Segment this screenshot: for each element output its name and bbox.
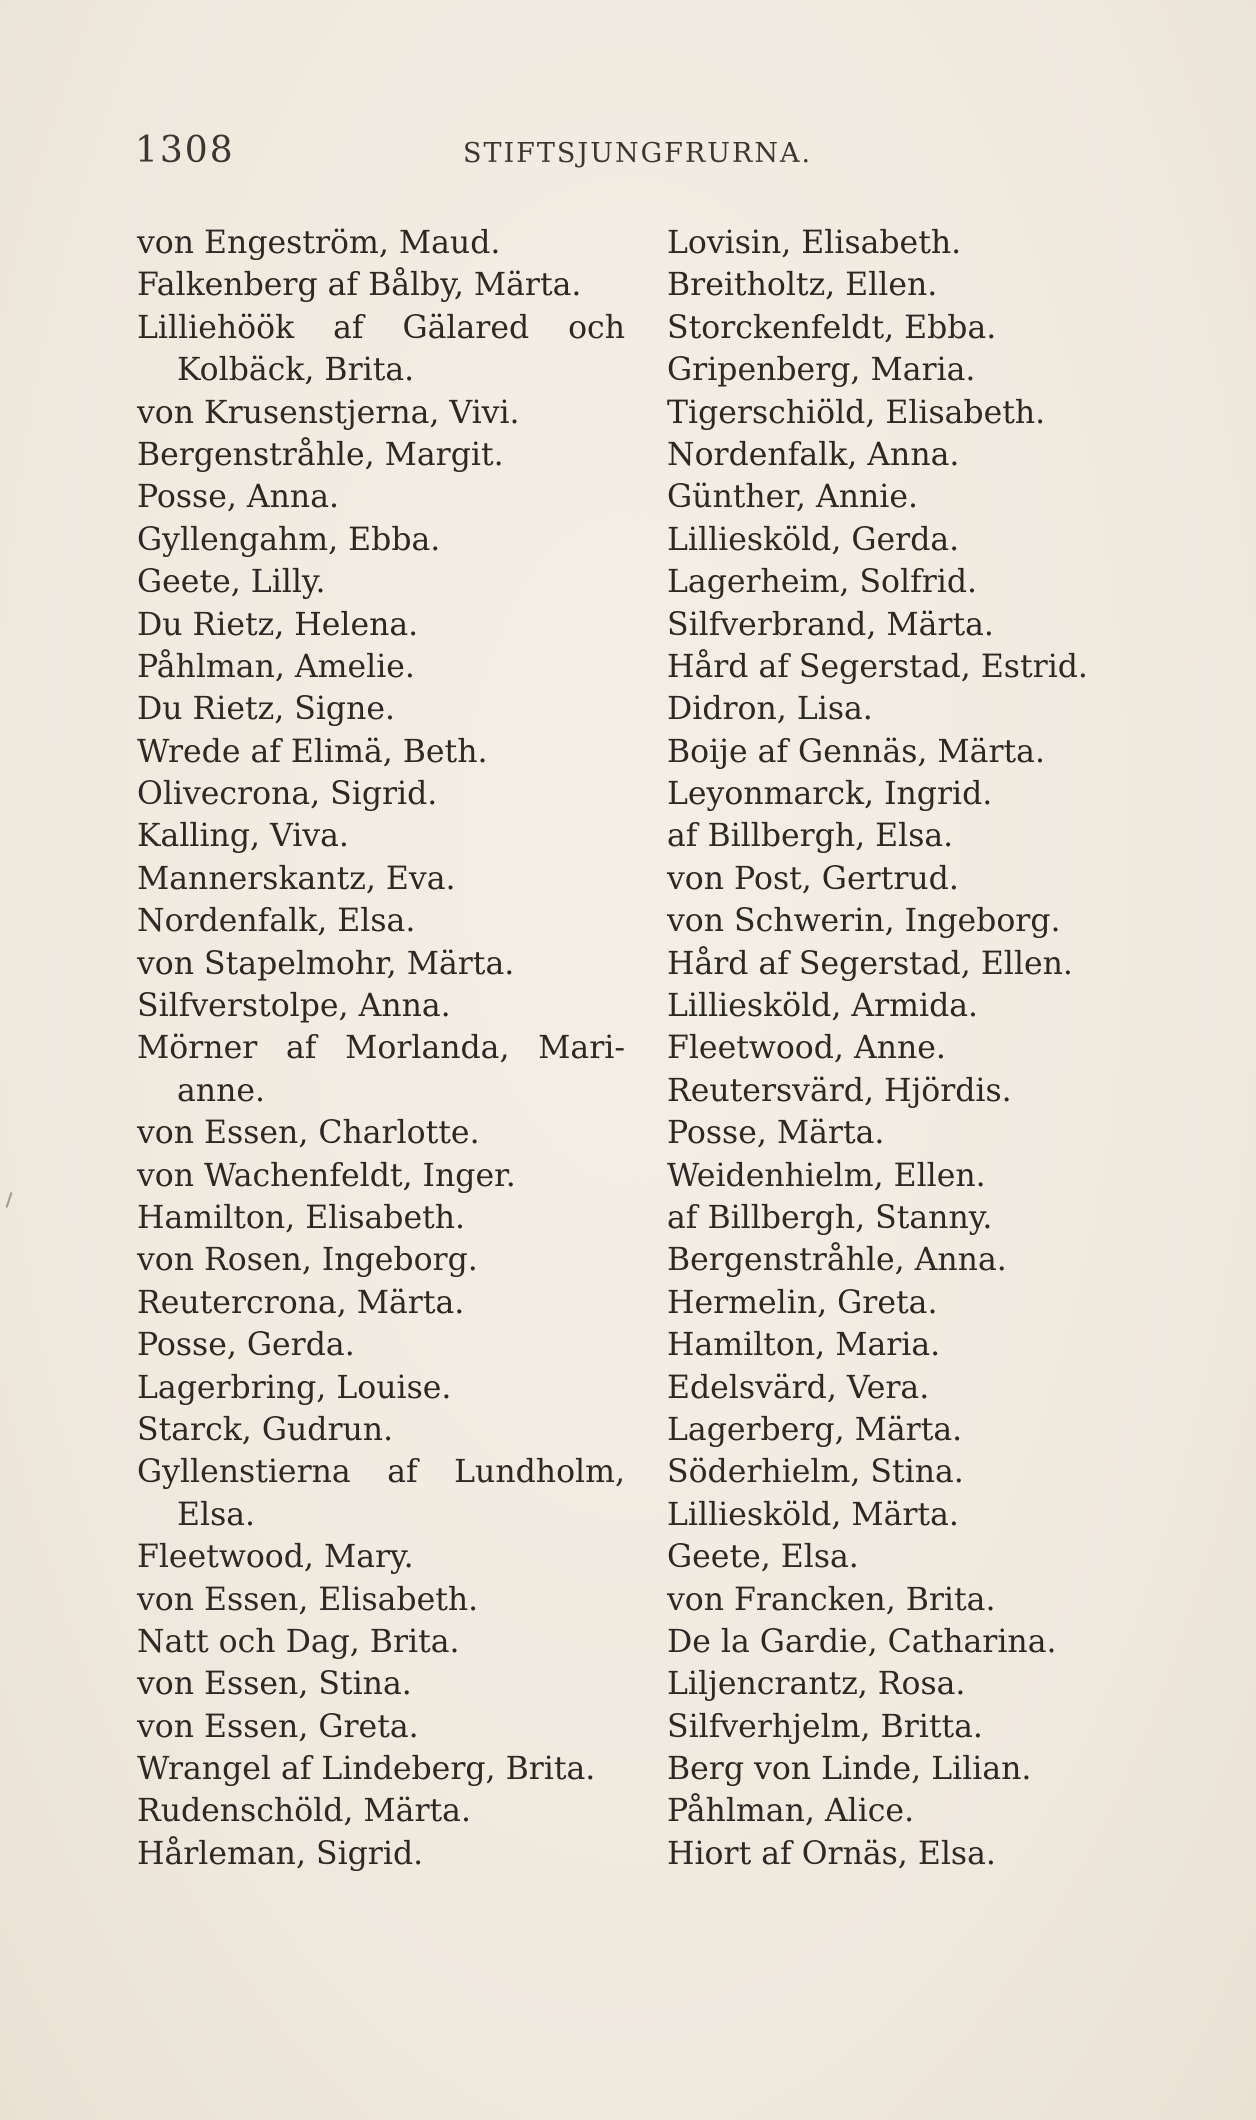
- list-item: Hermelin, Greta.: [667, 1284, 938, 1321]
- list-item: Hamilton, Elisabeth.: [137, 1199, 466, 1236]
- list-item: Lagerberg, Märta.: [667, 1411, 963, 1448]
- list-item: Mannerskantz, Eva.: [137, 860, 456, 897]
- list-item: Gyllengahm, Ebba.: [137, 521, 441, 558]
- list-item: De la Gardie, Catharina.: [667, 1623, 1057, 1660]
- list-item: Hård af Segerstad, Ellen.: [667, 945, 1073, 982]
- list-item: Mörner af Morlanda, Mari-: [137, 1030, 625, 1067]
- list-item: Günther, Annie.: [667, 479, 919, 516]
- list-item: von Essen, Charlotte.: [137, 1115, 480, 1152]
- list-item: Kolbäck, Brita.: [177, 352, 415, 389]
- list-item: Bergenstråhle, Anna.: [667, 1242, 1007, 1279]
- list-item: von Krusenstjerna, Vivi.: [137, 394, 520, 431]
- list-item: Fleetwood, Anne.: [667, 1030, 946, 1067]
- page-number: 1308: [135, 130, 235, 171]
- list-item: Lagerheim, Solfrid.: [667, 564, 978, 601]
- list-item: Gripenberg, Maria.: [667, 352, 976, 389]
- list-item: von Stapelmohr, Märta.: [137, 945, 515, 982]
- list-item: Gyllenstierna af Lundholm,: [137, 1454, 625, 1491]
- list-item: Hamilton, Maria.: [667, 1327, 941, 1364]
- list-item: Lovisin, Elisabeth.: [667, 225, 962, 261]
- list-item: Påhlman, Amelie.: [137, 648, 415, 685]
- list-item: Geete, Lilly.: [137, 564, 326, 601]
- running-head: STIFTSJUNGFRURNA.: [463, 138, 813, 169]
- list-item: Wrede af Elimä, Beth.: [137, 733, 488, 770]
- list-item: Breitholtz, Ellen.: [667, 267, 938, 304]
- list-item: af Billbergh, Elsa.: [667, 818, 954, 855]
- list-item: Silfverbrand, Märta.: [667, 606, 994, 643]
- list-item: von Schwerin, Ingeborg.: [667, 903, 1061, 940]
- list-item: Lilliehöök af Gälared och: [137, 309, 625, 346]
- list-item: Posse, Märta.: [667, 1115, 885, 1152]
- list-item: Didron, Lisa.: [667, 691, 873, 728]
- page-header: [135, 130, 1135, 180]
- list-item: af Billbergh, Stanny.: [667, 1199, 993, 1236]
- list-item: von Essen, Elisabeth.: [137, 1581, 479, 1618]
- list-item: Tigerschiöld, Elisabeth.: [667, 394, 1046, 431]
- list-item: von Essen, Greta.: [137, 1708, 419, 1745]
- list-item: Geete, Elsa.: [667, 1539, 859, 1576]
- list-item: Fleetwood, Mary.: [137, 1539, 414, 1576]
- list-item: Lilliesköld, Märta.: [667, 1496, 959, 1533]
- list-item: Nordenfalk, Anna.: [667, 436, 960, 473]
- list-item: Du Rietz, Helena.: [137, 606, 419, 643]
- list-item: Starck, Gudrun.: [137, 1411, 394, 1448]
- list-item: Falkenberg af Bålby, Märta.: [137, 267, 582, 304]
- list-item: Leyonmarck, Ingrid.: [667, 776, 993, 813]
- list-item: von Engeström, Maud.: [137, 225, 501, 261]
- list-item: Boije af Gennäs, Märta.: [667, 733, 1045, 770]
- list-item: Bergenstråhle, Margit.: [137, 436, 504, 473]
- list-item: Hård af Segerstad, Estrid.: [667, 648, 1088, 685]
- list-item: Olivecrona, Sigrid.: [137, 776, 438, 813]
- list-item: Elsa.: [177, 1496, 256, 1533]
- list-item: von Francken, Brita.: [667, 1581, 996, 1618]
- list-item: Hårleman, Sigrid.: [137, 1835, 424, 1872]
- list-item: Lagerbring, Louise.: [137, 1369, 452, 1406]
- list-item: von Essen, Stina.: [137, 1666, 412, 1703]
- list-item: von Rosen, Ingeborg.: [137, 1242, 478, 1279]
- list-item: Söderhielm, Stina.: [667, 1454, 964, 1491]
- list-item: Natt och Dag, Brita.: [137, 1623, 460, 1660]
- list-item: Nordenfalk, Elsa.: [137, 903, 416, 940]
- list-item: anne.: [177, 1072, 266, 1109]
- list-item: Silfverhjelm, Britta.: [667, 1708, 983, 1745]
- list-item: Posse, Gerda.: [137, 1327, 355, 1364]
- list-item: Posse, Anna.: [137, 479, 339, 516]
- list-item: Påhlman, Alice.: [667, 1793, 915, 1830]
- list-item: Lilliesköld, Gerda.: [667, 521, 960, 558]
- list-item: Rudenschöld, Märta.: [137, 1793, 471, 1830]
- stray-ink-mark: [6, 1192, 13, 1208]
- left-name-column: [137, 222, 637, 1875]
- list-item: Hiort af Ornäs, Elsa.: [667, 1835, 996, 1872]
- list-item: Kalling, Viva.: [137, 818, 349, 855]
- list-item: Du Rietz, Signe.: [137, 691, 396, 728]
- list-item: Berg von Linde, Lilian.: [667, 1751, 1032, 1788]
- list-item: Silfverstolpe, Anna.: [137, 988, 451, 1025]
- list-item: Storckenfeldt, Ebba.: [667, 309, 997, 346]
- list-item: Wrangel af Lindeberg, Brita.: [137, 1751, 596, 1788]
- list-item: von Wachenfeldt, Inger.: [137, 1157, 516, 1194]
- list-item: Weidenhielm, Ellen.: [667, 1157, 986, 1194]
- list-item: Edelsvärd, Vera.: [667, 1369, 930, 1406]
- list-item: Reutersvärd, Hjördis.: [667, 1072, 1012, 1109]
- list-item: Lilliesköld, Armida.: [667, 988, 979, 1025]
- list-item: Liljencrantz, Rosa.: [667, 1666, 966, 1703]
- list-item: Reutercrona, Märta.: [137, 1284, 465, 1321]
- list-item: von Post, Gertrud.: [667, 860, 959, 897]
- right-name-column: [667, 222, 1147, 1875]
